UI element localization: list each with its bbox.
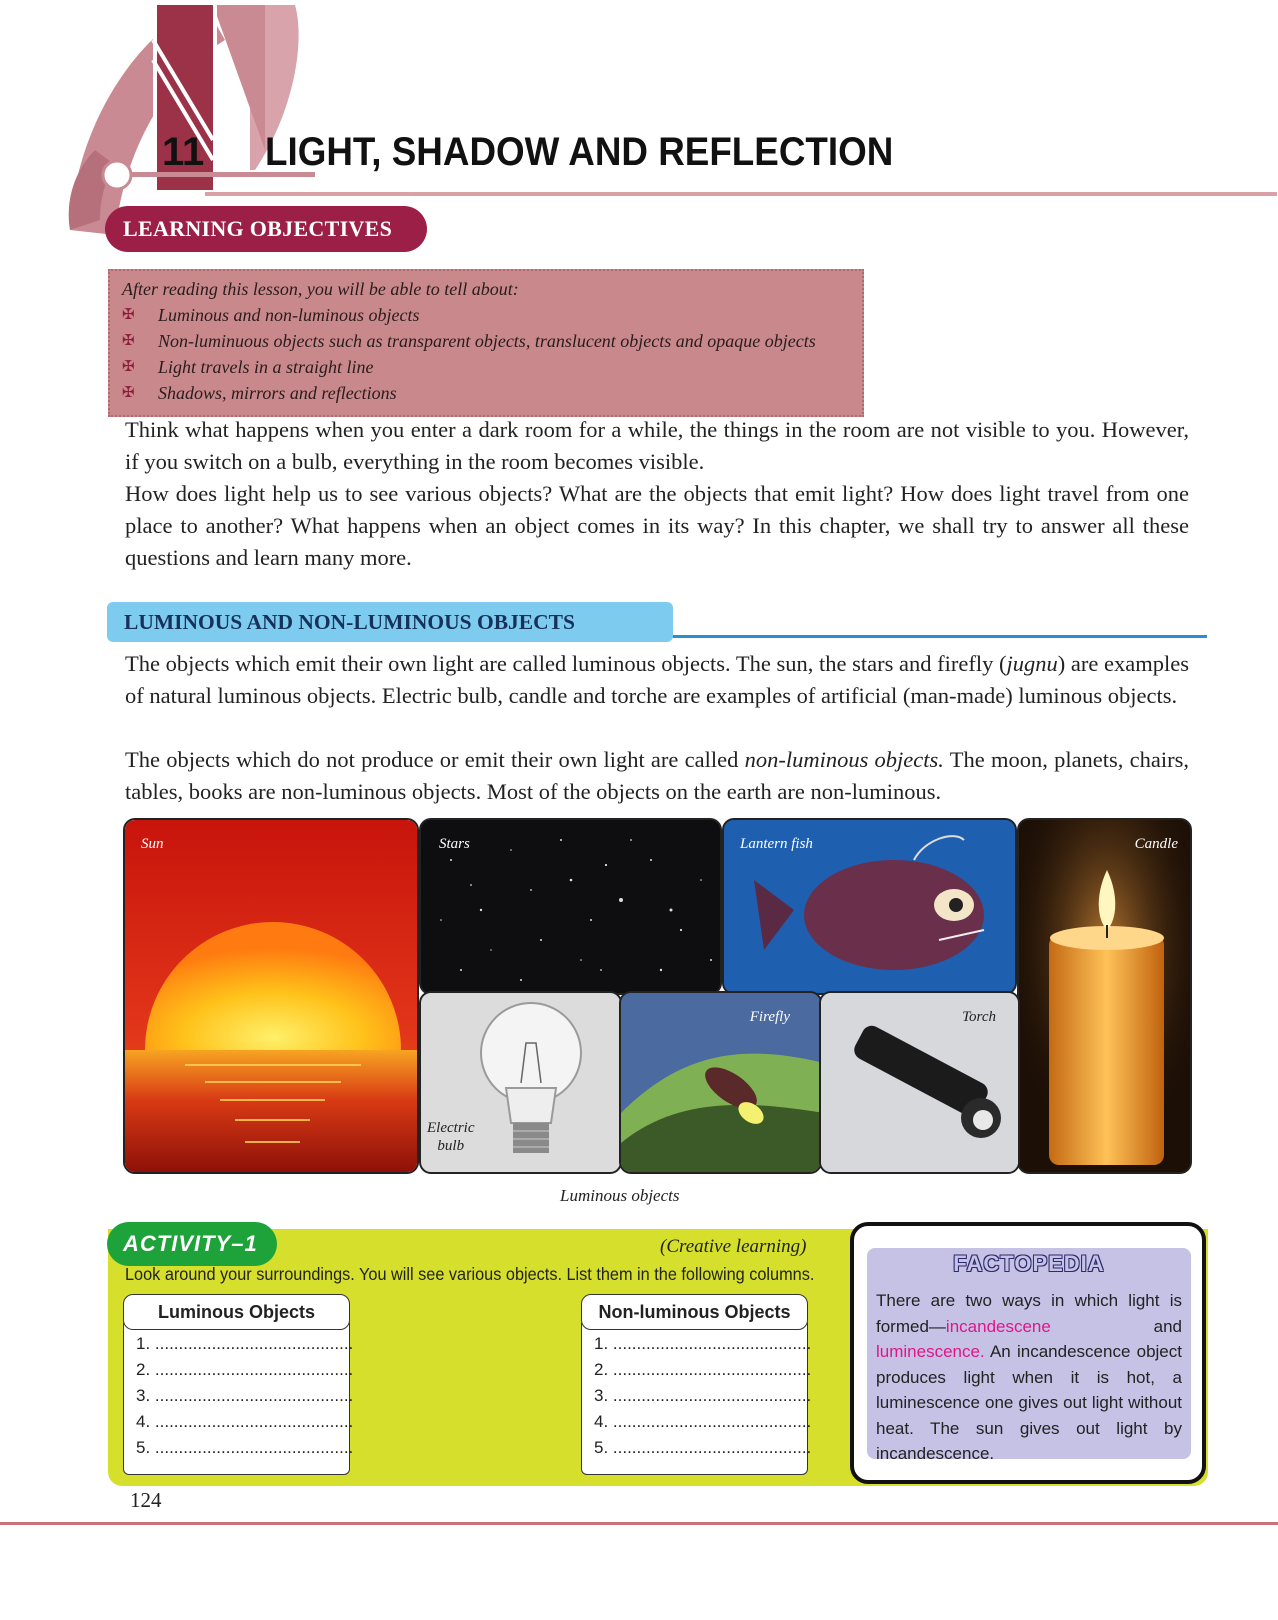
chapter-number: 11 bbox=[162, 130, 205, 174]
photo-label-candle: Candle bbox=[1134, 836, 1178, 852]
non-luminous-column-header: Non-luminous Objects bbox=[581, 1294, 808, 1330]
section-heading: LUMINOUS AND NON-LUMINOUS OBJECTS bbox=[107, 602, 673, 642]
activity-instruction: Look around your surroundings. You will see various objects. List them in the following columns. bbox=[125, 1264, 815, 1284]
luminous-row: 1. .......................................... bbox=[136, 1334, 354, 1353]
firefly-image bbox=[621, 993, 822, 1174]
objective-item: ✠ Light travels in a straight line bbox=[122, 354, 850, 380]
candle-image bbox=[1019, 820, 1192, 1174]
luminous-row: 4. .......................................... bbox=[136, 1412, 354, 1431]
photo-label-firefly: Firefly bbox=[749, 1009, 790, 1025]
title-underline bbox=[205, 192, 1277, 196]
non-luminous-row: 1. .......................................... bbox=[594, 1334, 812, 1353]
luminous-row: 3. .......................................... bbox=[136, 1386, 354, 1405]
chapter-title: LIGHT, SHADOW AND REFLECTION bbox=[265, 130, 894, 174]
factopedia-text: There are two ways in which light is formed—incandescene and luminescence. An incandescence object produces light when it is hot, a luminescence one gives out light without heat. The sun gives out light by incandescence. bbox=[876, 1291, 1182, 1463]
photo-label-sun: Sun bbox=[141, 836, 164, 852]
photo-caption: Luminous objects bbox=[560, 1186, 680, 1205]
intro-paragraph-2: How does light help us to see various objects? What are the objects that emit light? How does light travel from one place to another? What happens when an object comes in its way? In this chapter, we shall try to answer all these questions and learn many more. bbox=[125, 481, 1189, 570]
section-rule bbox=[660, 635, 1207, 638]
photo-candle bbox=[1017, 818, 1192, 1174]
luminous-column-header: Luminous Objects bbox=[123, 1294, 350, 1330]
objective-item: ✠ Luminous and non-luminous objects bbox=[122, 302, 850, 328]
learning-objectives-box bbox=[108, 269, 864, 417]
photo-electric-bulb bbox=[419, 991, 622, 1174]
photo-label-torch: Torch bbox=[962, 1009, 996, 1025]
activity-tag: (Creative learning) bbox=[660, 1236, 807, 1257]
photo-lantern-fish bbox=[722, 818, 1017, 995]
non-luminous-row: 5. .......................................... bbox=[594, 1438, 812, 1457]
objective-item: ✠ Shadows, mirrors and reflections bbox=[122, 380, 850, 406]
photo-label-lantern-fish: Lantern fish bbox=[740, 836, 813, 852]
non-luminous-row: 2. .......................................... bbox=[594, 1360, 812, 1379]
non-luminous-row: 4. .......................................... bbox=[594, 1412, 812, 1431]
photo-firefly bbox=[619, 991, 822, 1174]
sun-image bbox=[125, 820, 419, 1174]
non-luminous-column bbox=[581, 1318, 812, 1475]
luminous-row: 5. .......................................... bbox=[136, 1438, 354, 1457]
page-number: 124 bbox=[130, 1488, 162, 1512]
section-paragraph-1: The objects which emit their own light are called luminous objects. The sun, the stars and firefly (jugnu) are examples of natural luminous objects. Electric bulb, candle and torche are examples of artificial (man-made) luminous objects. bbox=[125, 651, 1189, 708]
luminous-row: 2. .......................................... bbox=[136, 1360, 354, 1379]
objective-item: ✠ Non-luminuous objects such as transparent objects, translucent objects and opaque objects bbox=[122, 328, 850, 354]
cross-bullet-icon: ✠ bbox=[122, 307, 135, 323]
section-paragraph-2: The objects which do not produce or emit their own light are called non-luminous objects. The moon, planets, chairs, tables, books are non-luminous objects. Most of the objects on the earth are non-luminous. bbox=[125, 747, 1190, 804]
photo-sun bbox=[123, 818, 419, 1174]
factopedia-title: FACTOPEDIA bbox=[953, 1251, 1105, 1276]
cross-bullet-icon: ✠ bbox=[122, 385, 135, 401]
activity-label: ACTIVITY–1 bbox=[107, 1222, 277, 1266]
cross-bullet-icon: ✠ bbox=[122, 333, 135, 349]
intro-paragraph-1: Think what happens when you enter a dark room for a while, the things in the room are not visible to you. However, if you switch on a bulb, everything in the room becomes visible. bbox=[125, 417, 1189, 474]
learning-objectives-intro: After reading this lesson, you will be able to tell about: bbox=[122, 279, 519, 299]
photo-stars bbox=[419, 818, 722, 995]
non-luminous-row: 3. .......................................... bbox=[594, 1386, 812, 1405]
learning-objectives-label: LEARNING OBJECTIVES bbox=[105, 206, 427, 252]
photo-torch bbox=[819, 991, 1020, 1174]
cross-bullet-icon: ✠ bbox=[122, 359, 135, 375]
photo-label-bulb: Electric bulb bbox=[427, 1120, 475, 1154]
luminous-column bbox=[123, 1318, 354, 1475]
footer-rule bbox=[0, 1522, 1278, 1525]
photo-label-stars: Stars bbox=[439, 836, 470, 852]
